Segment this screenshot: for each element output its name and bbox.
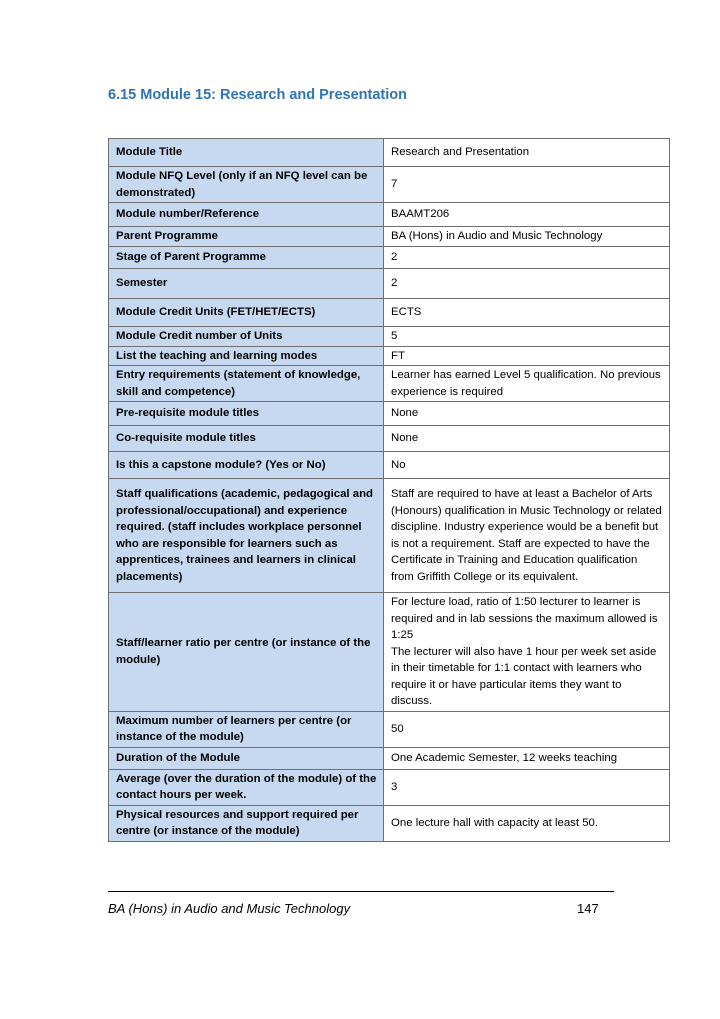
table-row — [109, 269, 670, 299]
row-value: BA (Hons) in Audio and Music Technology — [384, 227, 670, 247]
table-row — [109, 139, 670, 167]
row-value: Learner has earned Level 5 qualification. No previous experience is required — [384, 366, 670, 402]
row-value: One lecture hall with capacity at least 50. — [384, 805, 670, 841]
table-row — [109, 402, 670, 426]
table-row — [109, 346, 670, 366]
row-label: Pre-requisite module titles — [109, 402, 384, 426]
table-row — [109, 747, 670, 769]
row-label: Module Credit number of Units — [109, 327, 384, 347]
row-value: None — [384, 402, 670, 426]
row-value: One Academic Semester, 12 weeks teaching — [384, 747, 670, 769]
row-label: Module Credit Units (FET/HET/ECTS) — [109, 299, 384, 327]
row-value: 7 — [384, 167, 670, 203]
table-row — [109, 769, 670, 805]
row-label: Staff/learner ratio per centre (or instance of the module) — [109, 593, 384, 712]
table-row — [109, 479, 670, 593]
row-value: None — [384, 426, 670, 452]
footer-divider — [108, 891, 614, 892]
table-row — [109, 203, 670, 227]
footer-document-title: BA (Hons) in Audio and Music Technology — [108, 901, 351, 916]
row-value: ECTS — [384, 299, 670, 327]
row-label: Semester — [109, 269, 384, 299]
row-label: List the teaching and learning modes — [109, 346, 384, 366]
row-label: Module number/Reference — [109, 203, 384, 227]
table-row — [109, 299, 670, 327]
row-label: Is this a capstone module? (Yes or No) — [109, 452, 384, 479]
page-number: 147 — [577, 901, 599, 916]
table-row — [109, 426, 670, 452]
row-label: Entry requirements (statement of knowledge, skill and competence) — [109, 366, 384, 402]
row-label: Average (over the duration of the module) of the contact hours per week. — [109, 769, 384, 805]
row-label: Parent Programme — [109, 227, 384, 247]
row-value: Research and Presentation — [384, 139, 670, 167]
row-value: 3 — [384, 769, 670, 805]
table-row — [109, 711, 670, 747]
section-heading: 6.15 Module 15: Research and Presentation — [108, 87, 407, 103]
table-row — [109, 452, 670, 479]
row-label: Duration of the Module — [109, 747, 384, 769]
row-label: Stage of Parent Programme — [109, 247, 384, 269]
table-row — [109, 805, 670, 841]
table-row — [109, 247, 670, 269]
table-row — [109, 593, 670, 712]
row-value: FT — [384, 346, 670, 366]
table-row — [109, 366, 670, 402]
row-value: No — [384, 452, 670, 479]
row-label: Physical resources and support required per centre (or instance of the module) — [109, 805, 384, 841]
row-value: Staff are required to have at least a Bachelor of Arts (Honours) qualification in Music Technology or related discipline. Industry experience would be a benefit but is not a requirement. Staff are expected to have the Certificate in Training and Education qualification from Griffith College or its equivalent. — [384, 479, 670, 593]
row-value: For lecture load, ratio of 1:50 lecturer to learner is required and in lab sessions the maximum allowed is 1:25 The lecturer will also have 1 hour per week set aside in their timetable for 1:1 contact with learners who require it or have particular items they want to discuss. — [384, 593, 670, 712]
row-label: Co-requisite module titles — [109, 426, 384, 452]
row-value: 2 — [384, 247, 670, 269]
row-value: 5 — [384, 327, 670, 347]
row-value: BAAMT206 — [384, 203, 670, 227]
row-value: 50 — [384, 711, 670, 747]
row-label: Module Title — [109, 139, 384, 167]
table-row — [109, 227, 670, 247]
table-row — [109, 167, 670, 203]
row-label: Module NFQ Level (only if an NFQ level can be demonstrated) — [109, 167, 384, 203]
table-row — [109, 327, 670, 347]
module-table — [108, 138, 670, 842]
row-value: 2 — [384, 269, 670, 299]
row-label: Maximum number of learners per centre (or instance of the module) — [109, 711, 384, 747]
row-label: Staff qualifications (academic, pedagogical and professional/occupational) and experience required. (staff includes workplace personnel who are responsible for learners such as apprentices, trainees and learners in clinical placements) — [109, 479, 384, 593]
